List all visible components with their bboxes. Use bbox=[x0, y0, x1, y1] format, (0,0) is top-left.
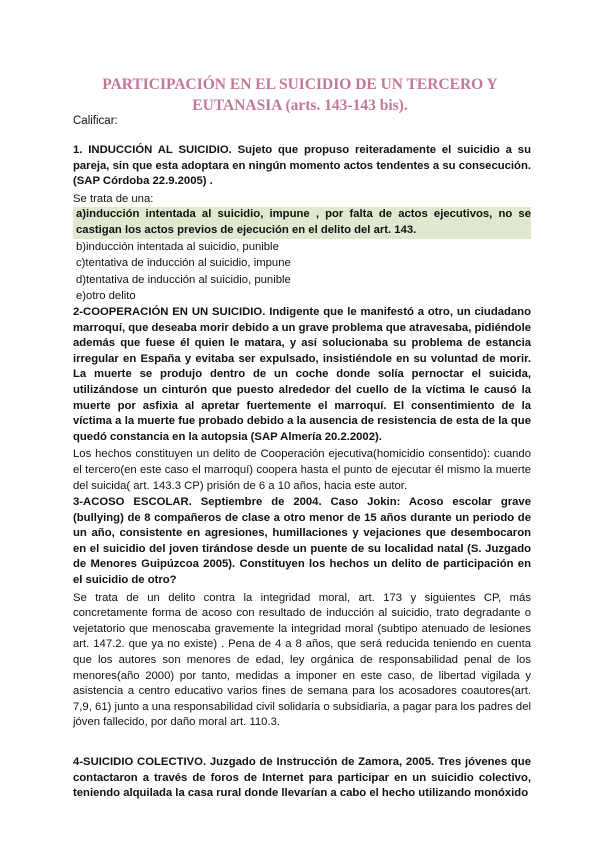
document-title bbox=[60, 74, 540, 116]
question-1-prompt: Se trata de una: bbox=[73, 192, 154, 205]
question-1-answer-highlight: a)inducción intentada al suicidio, impune , por falta de actos ejecutivos, no se castigan los actos previos de ejecución en el delito del art. 143. bbox=[73, 207, 531, 238]
question-1-option-b: b)inducción intentada al suicidio, punible bbox=[76, 240, 279, 253]
question-4 bbox=[73, 755, 531, 802]
title-line-2: EUTANASIA (arts. 143-143 bis). bbox=[192, 97, 408, 114]
question-1-option-e: e)otro delito bbox=[76, 290, 136, 303]
question-4-heading: 4-SUICIDIO COLECTIVO. Juzgado de Instrucción de Zamora, 2005. Tres jóvenes que contactaron a través de foros de Internet para participar en un suicidio colectivo, teniendo alquilada la casa rural donde llevarían a cabo el hecho utilizando monóxido bbox=[73, 756, 531, 800]
title-line-1: PARTICIPACIÓN EN EL SUICIDIO DE UN TERCERO Y bbox=[102, 76, 498, 93]
question-1-heading: 1. INDUCCIÓN AL SUICIDIO. Sujeto que propuso reiteradamente el suicidio a su pareja, sin que esta adoptara en ningún momento actos tendentes a su consecución. (SAP Córdoba 22.9.2005) . bbox=[73, 144, 531, 188]
question-3-answer: Se trata de un delito contra la integridad moral, art. 173 y siguientes CP, más concretamente forma de acoso con resultado de inducción al suicidio, trato degradante o vejetatorio que menoscaba gravemente la integridad moral (subtipo atenuado de lesiones art. 147.2. que ya no existe) . Pena de 4 a 8 años, que será reducida teniendo en cuenta que los autores son menores de edad, ley orgánica de responsabilidad penal de los menores(año 2000) por tanto, medidas a imponer en este caso, de libertad vigilada y asistencia a centro educativo varios fines de semana para los acosadores coautores(art. 7,9, 61) junto a una responsabilidad civil solidaria o subsidiaria, a pagar para los padres del jóven fallecido, por daño moral art. 110.3. bbox=[73, 591, 531, 729]
question-3-heading: 3-ACOSO ESCOLAR. Septiembre de 2004. Caso Jokin: Acoso escolar grave (bullying) de 8 compañeros de clase a otro menor de 15 años durante un periodo de un año, consistente en agresiones, humillaciones y vejaciones que desembocaron en el suicidio del joven tirándose desde un puente de su localidad natal (S. Juzgado de Menores Guipúzcoa 2005). Constituyen los hechos un delito de participación en el suicidio de otro? bbox=[73, 496, 531, 586]
question-3 bbox=[73, 495, 531, 731]
question-1-option-c: c)tentativa de inducción al suicidio, impune bbox=[76, 257, 291, 270]
question-2-heading: 2-COOPERACIÓN EN UN SUICIDIO. Indigente que le manifestó a otro, un ciudadano marroquí, que deseaba morir debido a un grave problema que atravesaba, pidiéndole además que fuese él quien le matara, y así solucionaba su problema de estancia irregular en España y evitaba ser expulsado, insistiéndole en su voluntad de morir. La muerte se produjo dentro de un coche donde solía pernoctar el suicida, utilizándose un cinturón que puesto alrededor del cuello de la víctima le causó la muerte por asfixia al apretar fuertemente el marroquí. El consentimiento de la víctima a la muerte fue probado debido a la ausencia de resistencia de esta de la que quedó constancia en la autopsia (SAP Almería 20.2.2002). bbox=[73, 306, 531, 443]
question-1-option-d: d)tentativa de inducción al suicidio, punible bbox=[76, 273, 291, 286]
instruction-label: Calificar: bbox=[73, 115, 118, 127]
question-2-answer: Los hechos constituyen un delito de Cooperación ejecutiva(homicidio consentido): cuando el tercero(en este caso el marroquí) coopera hasta el punto de ejecutar él mismo la muerte del suicida( art. 143.3 CP) prisión de 6 a 10 años, hacia este autor. bbox=[73, 448, 531, 492]
question-1 bbox=[73, 143, 531, 305]
question-2 bbox=[73, 305, 531, 494]
